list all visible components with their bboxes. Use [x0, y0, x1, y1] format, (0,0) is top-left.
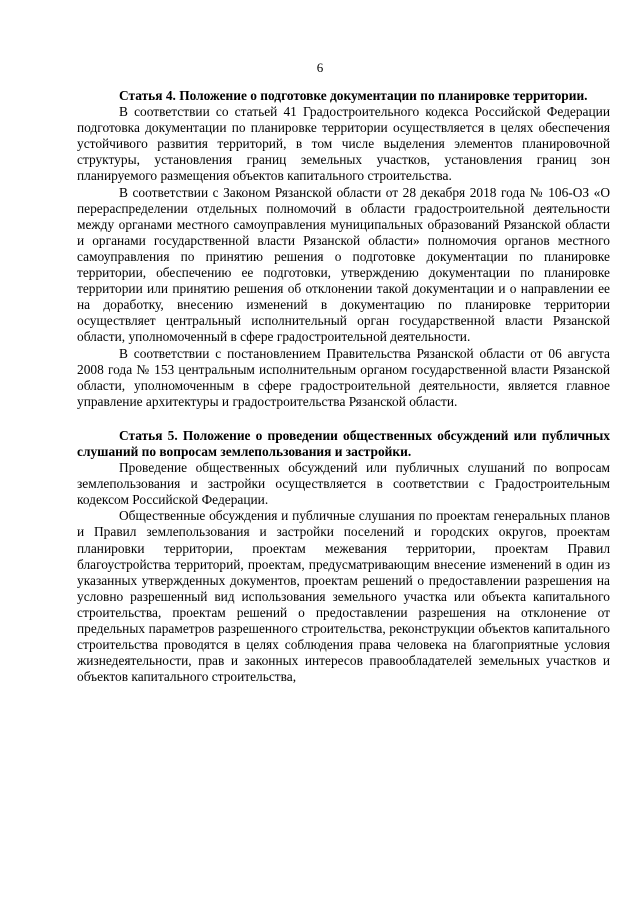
- article-4-paragraph-3: В соответствии с постановлением Правительства Рязанской области от 06 августа 2008 года № 153 центральным исполнительным органом государственной власти Рязанской области, уполномоченным в сфере градостроительной деятельности, является главное управление архитектуры и градостроительства Рязанской области.: [77, 345, 610, 409]
- article-4-paragraph-1: В соответствии со статьей 41 Градостроительного кодекса Российской Федерации подготовка документации по планировке территории осуществляется в целях обеспечения устойчивого развития территорий, в том числе выделения элементов планировочной структуры, установления границ земельных участков, установления границ зон планируемого размещения объектов капитального строительства.: [77, 104, 610, 184]
- page-number: 6: [316, 60, 324, 75]
- article-4-heading: Статья 4. Положение о подготовке документации по планировке территории.: [119, 88, 588, 103]
- article-4: [77, 88, 610, 410]
- section-spacer: [77, 410, 610, 428]
- article-4-paragraph-2: В соответствии с Законом Рязанской области от 28 декабря 2018 года № 106-ОЗ «О перераспределении отдельных полномочий в области градостроительной деятельности между органами местного самоуправления муниципальных образований Рязанской области и органами государственной власти Рязанской области» полномочия органов местного самоуправления по принятию решения о подготовке документации по планировке территории, обеспечению ее подготовки, утверждению документации по планировке территории или принятию решения об отклонении такой документации и о направлении ее на доработку, внесению изменений в документацию по планировке территории осуществляет центральный исполнительный орган государственной власти Рязанской области, уполномоченный в сфере градостроительной деятельности.: [77, 184, 610, 345]
- document-body: [77, 88, 610, 685]
- article-5: [77, 428, 610, 686]
- article-5-heading: Статья 5. Положение о проведении общественных обсуждений или публичных слушаний по вопросам землепользования и застройки.: [77, 427, 610, 459]
- article-5-paragraph-2: Общественные обсуждения и публичные слушания по проектам генеральных планов и Правил землепользования и застройки поселений и городских округов, проектам планировки территории, проектам межевания территории, проектам Правил благоустройства территорий, проектам, предусматривающим внесение изменений в один из указанных утвержденных документов, проектам решений о предоставлении разрешения на условно разрешенный вид использования земельного участка или объекта капитального строительства, проектам решений о предоставлении разрешения на отклонение от предельных параметров разрешенного строительства, реконструкции объектов капитального строительства проводятся в целях соблюдения права человека на благоприятные условия жизнедеятельности, прав и законных интересов правообладателей земельных участков и объектов капитального строительства,: [77, 508, 610, 685]
- article-5-paragraph-1: Проведение общественных обсуждений или публичных слушаний по вопросам землепользования и застройки осуществляется в соответствии с Градостроительным кодексом Российской Федерации.: [77, 460, 610, 508]
